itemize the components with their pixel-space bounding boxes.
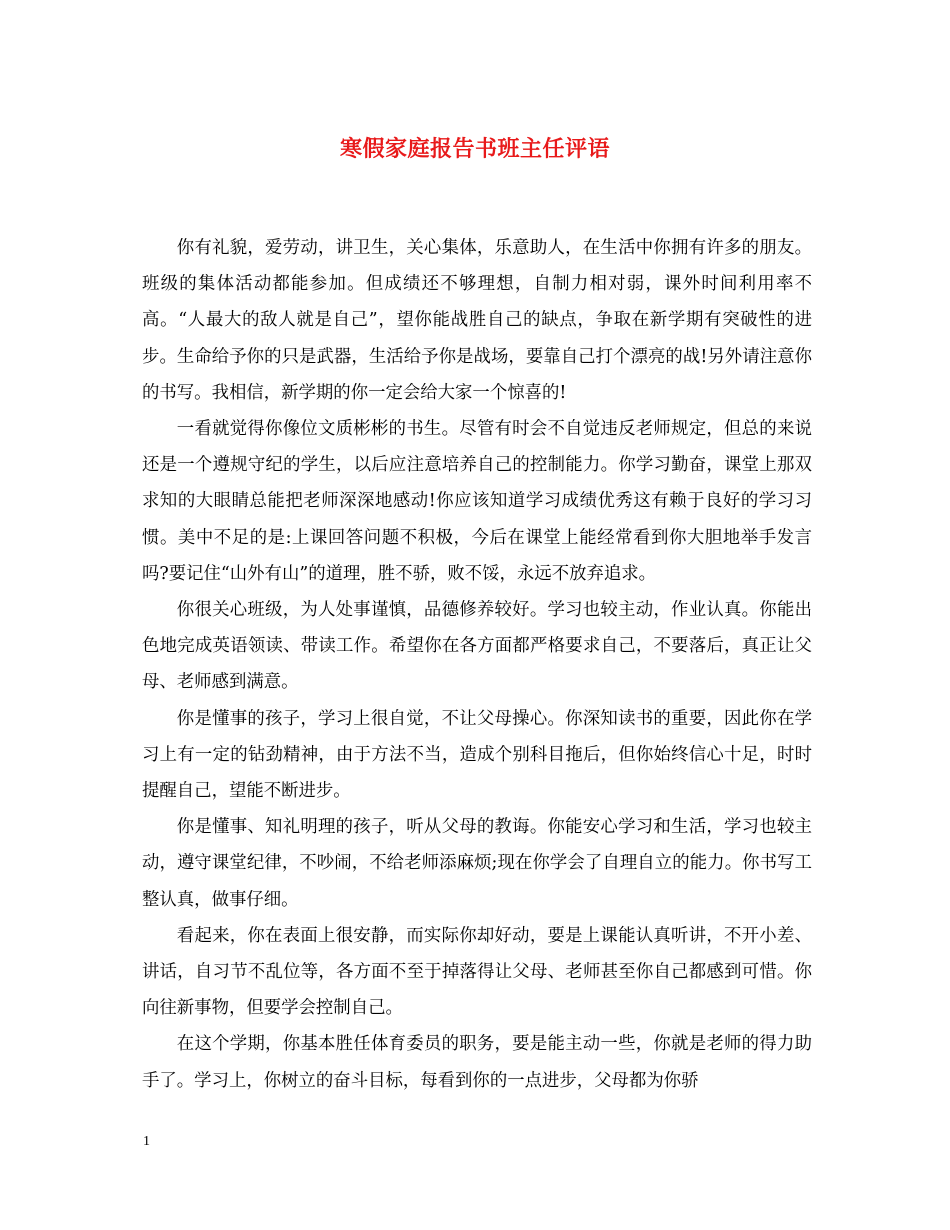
paragraph-6: 看起来，你在表面上很安静，而实际你却好动，要是上课能认真听讲，不开小差、讲话，自习节不乱位等，各方面不至于掉落得让父母、老师甚至你自己都感到可惜。你向往新事物，但要学会控制自己。 — [142, 925, 812, 1019]
paragraph-3: 你很关心班级，为人处事谨慎，品德修养较好。学习也较主动，作业认真。你能出色地完成英语领读、带读工作。希望你在各方面都严格要求自己，不要落后，真正让父母、老师感到满意。 — [142, 600, 812, 693]
paragraph-5: 你是懂事、知礼明理的孩子，听从父母的教诲。你能安心学习和生活，学习也较主动，遵守课堂纪律，不吵闹，不给老师添麻烦;现在你学会了自理自立的能力。你书写工整认真，做事仔细。 — [142, 817, 812, 910]
document-title: 寒假家庭报告书班主任评语 — [339, 136, 610, 162]
paragraph-2: 一看就觉得你像位文质彬彬的书生。尽管有时会不自觉违反老师规定，但总的来说还是一个遵规守纪的学生，以后应注意培养自己的控制能力。你学习勤奋，课堂上那双求知的大眼睛总能把老师深深地感动!你应该知道学习成绩优秀这有赖于良好的学习习惯。美中不足的是:上课回答问题不积极，今后在课堂上能经常看到你大胆地举手发言吗?要记住“山外有山”的道理，胜不骄，败不馁，永远不放弃追求。 — [142, 419, 812, 584]
page-number: 1 — [143, 1134, 150, 1149]
paragraph-4: 你是懂事的孩子，学习上很自觉，不让父母操心。你深知读书的重要，因此你在学习上有一定的钻劲精神，由于方法不当，造成个别科目拖后，但你始终信心十足，时时提醒自己，望能不断进步。 — [142, 708, 812, 802]
paragraph-7: 在这个学期，你基本胜任体育委员的职务，要是能主动一些，你就是老师的得力助手了。学习上，你树立的奋斗目标，每看到你的一点进步，父母都为你骄 — [142, 1034, 812, 1091]
paragraph-1: 你有礼貌，爱劳动，讲卫生，关心集体，乐意助人，在生活中你拥有许多的朋友。班级的集体活动都能参加。但成绩还不够理想，自制力相对弱，课外时间利用率不高。“人最大的敌人就是自己”，望你能战胜自己的缺点，争取在新学期有突破性的进步。生命给予你的只是武器，生活给予你是战场，要靠自己打个漂亮的战!另外请注意你的书写。我相信，新学期的你一定会给大家一个惊喜的! — [142, 238, 812, 403]
document-body — [142, 230, 812, 1099]
